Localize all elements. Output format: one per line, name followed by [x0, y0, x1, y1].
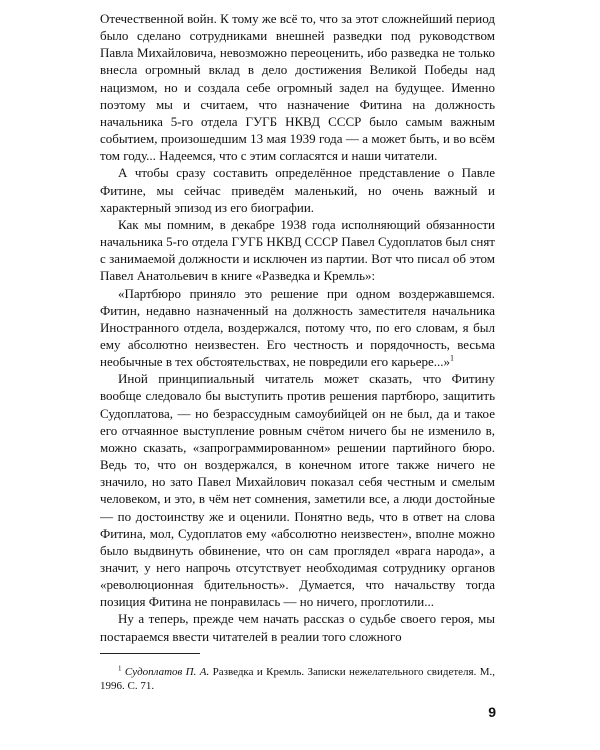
paragraph: Ну а теперь, прежде чем начать рассказ о судьбе своего героя, мы постараемся ввести читателей в реалии того сложного [100, 611, 495, 644]
quotation-paragraph [100, 285, 495, 371]
footnote-divider [100, 653, 200, 654]
footnote-number: 1 [118, 664, 122, 673]
footnote [100, 665, 495, 693]
footnote-author: Судоплатов П. А. [124, 665, 210, 678]
paragraph: Как мы помним, в декабре 1938 года исполняющий обязанности начальника 5-го отдела ГУГБ НКВД СССР Павел Судоплатов был снят с занимаемой должности и исключен из партии. Вот что писал об этом Павел Анатольевич в книге «Разведка и Кремль»: [100, 216, 495, 284]
page-number: 9 [488, 704, 496, 720]
page-content [100, 10, 495, 704]
paragraph-continuation: Отечественной войн. К тому же всё то, что за этот сложнейший период было сделано сотрудниками внешней разведки под руководством Павла Михайловича, невозможно переоценить, ибо разведка не только внесла огромный вклад в дело достижения Великой Победы над нацизмом, но и создала себе огромный задел на будущее. Именно поэтому мы и считаем, что назначение Фитина на должность начальника 5-го отдела ГУГБ НКВД СССР было самым важным событием, произошедшим 13 мая 1939 года — а может быть, и во всём том году... Надеемся, что с этим согласятся и наши читатели. [100, 11, 495, 164]
footnote-text: Разведка и Кремль. Записки нежелательного свидетеля. М., 1996. С. 71. [100, 665, 495, 692]
quotation-text: «Партбюро приняло это решение при одном воздержавшемся. Фитин, недавно назначенный на должность заместителя начальника Иностранного отдела, воздержался, потому что, по его словам, я был ему абсолютно неизвестен. Его честность и порядочность, весьма необычные в тех обстоятельствах, не повредили его карьере...» [100, 285, 495, 370]
footnote-marker: 1 [450, 353, 454, 363]
paragraph: Иной принципиальный читатель может сказать, что Фитину вообще следовало бы выступить против решения партбюро, защитить Судоплатова, — но безрассудным самоубийцей он не был, да и такое его отчаянное выступление ровным счётом ничего бы не изменило в, можно сказать, «запрограммированном» решении партийного бюро. Ведь то, что он воздержался, в конечном итоге также ничего не значило, но зато Павел Михайлович показал себя честным и смелым человеком, и это, в чём нет сомнения, заметили все, а люди достойные — по достоинству же и оценили. Понятно ведь, что в ответ на слова Фитина, мол, Судоплатов ему «абсолютно неизвестен», вполне можно было выдвинуть обвинение, что он сам проглядел «врага народа», а значит, у него напрочь отсутствует необходимая сотруднику органов «революционная бдительность». Думается, что начальству тогда позиция Фитина не понравилась — но ничего, проглотили... [100, 371, 495, 610]
main-text [100, 10, 495, 645]
paragraph: А чтобы сразу составить определённое представление о Павле Фитине, мы сейчас приведём маленький, но очень важный и характерный эпизод из его биографии. [100, 165, 495, 215]
